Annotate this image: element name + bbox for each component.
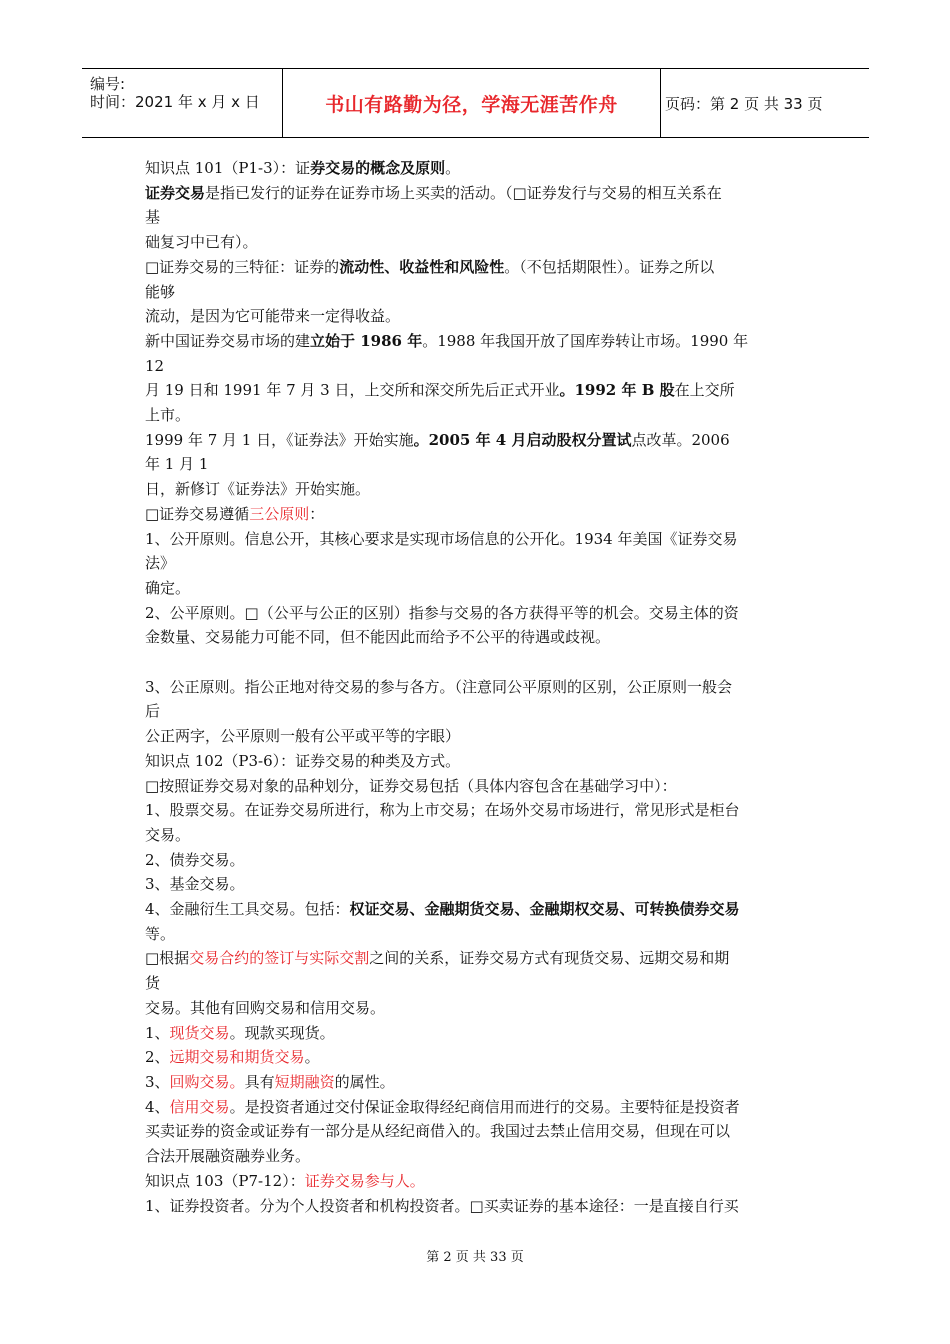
text-line: 1、公开原则。信息公开，其核心要求是实现市场信息的公开化。1934 年美国《证券交易 xyxy=(145,529,738,548)
header-motto-cell xyxy=(283,69,661,137)
text-line: 12 xyxy=(145,356,165,375)
text-line: 公正两字，公平原则一般有公平或平等的字眼） xyxy=(145,727,461,746)
text-line: 确定。 xyxy=(145,578,191,597)
text-line: 等。 xyxy=(145,924,176,943)
text-line: □证券交易遵循三公原则： xyxy=(145,504,325,523)
text-line: 新中国证券交易市场的建立始于 1986 年。1988 年我国开放了国库券转让市场。1990 年 xyxy=(145,331,749,350)
text-line: 证券交易是指已发行的证券在证券市场上买卖的活动。（□证券发行与交易的相互关系在 xyxy=(145,183,722,202)
bold-term: 券交易的概念及原则 xyxy=(310,159,446,177)
page-label: 页码：第 2 页 共 33 页 xyxy=(665,94,823,113)
text-line: 流动，是因为它可能带来一定得收益。 xyxy=(145,307,401,326)
bold-term: 。2005 年 4 月启动股权分置试 xyxy=(413,430,632,449)
text-line: 3、回购交易。具有短期融资的属性。 xyxy=(145,1073,395,1091)
text-line: 法》 xyxy=(145,554,176,573)
text-line: □证券交易的三特征：证券的流动性、收益性和风险性。（不包括期限性）。证券之所以 xyxy=(145,257,715,276)
text-line: 基 xyxy=(145,208,161,227)
time-label: 时间：2021 年 x 月 x 日 xyxy=(90,93,260,111)
highlighted-term: 三公原则 xyxy=(249,504,310,523)
text-line: 1、股票交易。在证券交易所进行，称为上市交易；在场外交易市场进行，常见形式是柜台 xyxy=(145,801,740,820)
highlighted-term: 信用交易 xyxy=(169,1097,230,1116)
text-line: 1、证券投资者。分为个人投资者和机构投资者。□买卖证券的基本途径：一是直接自行买 xyxy=(145,1196,739,1215)
text-line: 交易。 xyxy=(145,825,191,844)
bold-term: 立始于 1986 年 xyxy=(310,331,423,350)
text-line: 知识点 101（P1-3）：证券交易的概念及原则。 xyxy=(145,159,461,177)
text-line: 金数量、交易能力可能不同，但不能因此而给予不公平的待遇或歧视。 xyxy=(145,628,611,647)
text-line: 年 1 月 1 xyxy=(145,455,209,474)
bold-term: 权证交易、金融期货交易、金融期权交易、可转换债券交易 xyxy=(349,900,740,919)
bold-term: 。1992 年 B 股 xyxy=(559,381,675,400)
text-line: 3、基金交易。 xyxy=(145,875,245,894)
header-meta-cell xyxy=(82,69,283,137)
text-line: 2、债券交易。 xyxy=(145,850,245,869)
text-line: 3、公正原则。指公正地对待交易的参与各方。（注意同公平原则的区别，公正原则一般会 xyxy=(145,677,733,696)
highlighted-term: 交易合约的签订与实际交割 xyxy=(189,949,370,968)
text-line: 4、金融衍生工具交易。包括：权证交易、金融期货交易、金融期权交易、可转换债券交易 xyxy=(145,900,740,919)
number-label: 编号: xyxy=(90,75,126,93)
highlighted-term: 现货交易 xyxy=(169,1023,230,1042)
bold-term: 流动性、收益性和风险性 xyxy=(339,257,505,276)
text-line xyxy=(145,650,810,675)
highlighted-term: 远期交易和期货交易 xyxy=(169,1048,305,1067)
text-line: 2、远期交易和期货交易。 xyxy=(145,1048,320,1067)
text-line: 日，新修订《证券法》开始实施。 xyxy=(145,480,371,499)
text-line: 1999 年 7 月 1 日，《证券法》开始实施。2005 年 4 月启动股权分置试点改革。2006 xyxy=(145,430,730,449)
text-line: 1、现货交易。现款买现货。 xyxy=(145,1023,335,1042)
text-line: 货 xyxy=(145,974,161,993)
text-line: 买卖证券的资金或证券有一部分是从经纪商借入的。我国过去禁止信用交易，但现在可以 xyxy=(145,1122,731,1141)
text-line: □根据交易合约的签订与实际交割之间的关系，证券交易方式有现货交易、远期交易和期 xyxy=(145,949,730,968)
text-line: □按照证券交易对象的品种划分，证券交易包括（具体内容包含在基础学习中）： xyxy=(145,776,677,795)
highlighted-term: 证券交易参与人。 xyxy=(304,1171,425,1190)
document-header xyxy=(82,68,869,138)
text-line: 后 xyxy=(145,702,161,721)
text-line: 上市。 xyxy=(145,406,191,425)
text-line: 知识点 103（P7-12）：证券交易参与人。 xyxy=(145,1171,425,1190)
text-line: 础复习中已有）。 xyxy=(145,233,258,252)
highlighted-term: 短期融资 xyxy=(274,1073,335,1091)
text-line: 月 19 日和 1991 年 7 月 3 日，上交所和深交所先后正式开业。1992 年 B 股在上交所 xyxy=(145,381,735,400)
header-page-cell xyxy=(661,69,869,137)
page-footer: 第 2 页 共 33 页 xyxy=(426,1250,524,1265)
motto: 书山有路勤为径，学海无涯苦作舟 xyxy=(325,93,618,116)
text-line: 合法开展融资融券业务。 xyxy=(145,1147,311,1166)
document-body xyxy=(145,156,810,1218)
text-line: 4、信用交易。是投资者通过交付保证金取得经纪商信用而进行的交易。主要特征是投资者 xyxy=(145,1097,740,1116)
text-line: 能够 xyxy=(145,282,176,301)
bold-term: 证券交易 xyxy=(145,183,206,202)
text-line: 2、公平原则。□（公平与公正的区别）指参与交易的各方获得平等的机会。交易主体的资 xyxy=(145,603,739,622)
text-line: 知识点 102（P3-6）：证券交易的种类及方式。 xyxy=(145,751,461,770)
highlighted-term: 回购交易。 xyxy=(169,1073,245,1091)
text-line: 交易。其他有回购交易和信用交易。 xyxy=(145,998,386,1017)
